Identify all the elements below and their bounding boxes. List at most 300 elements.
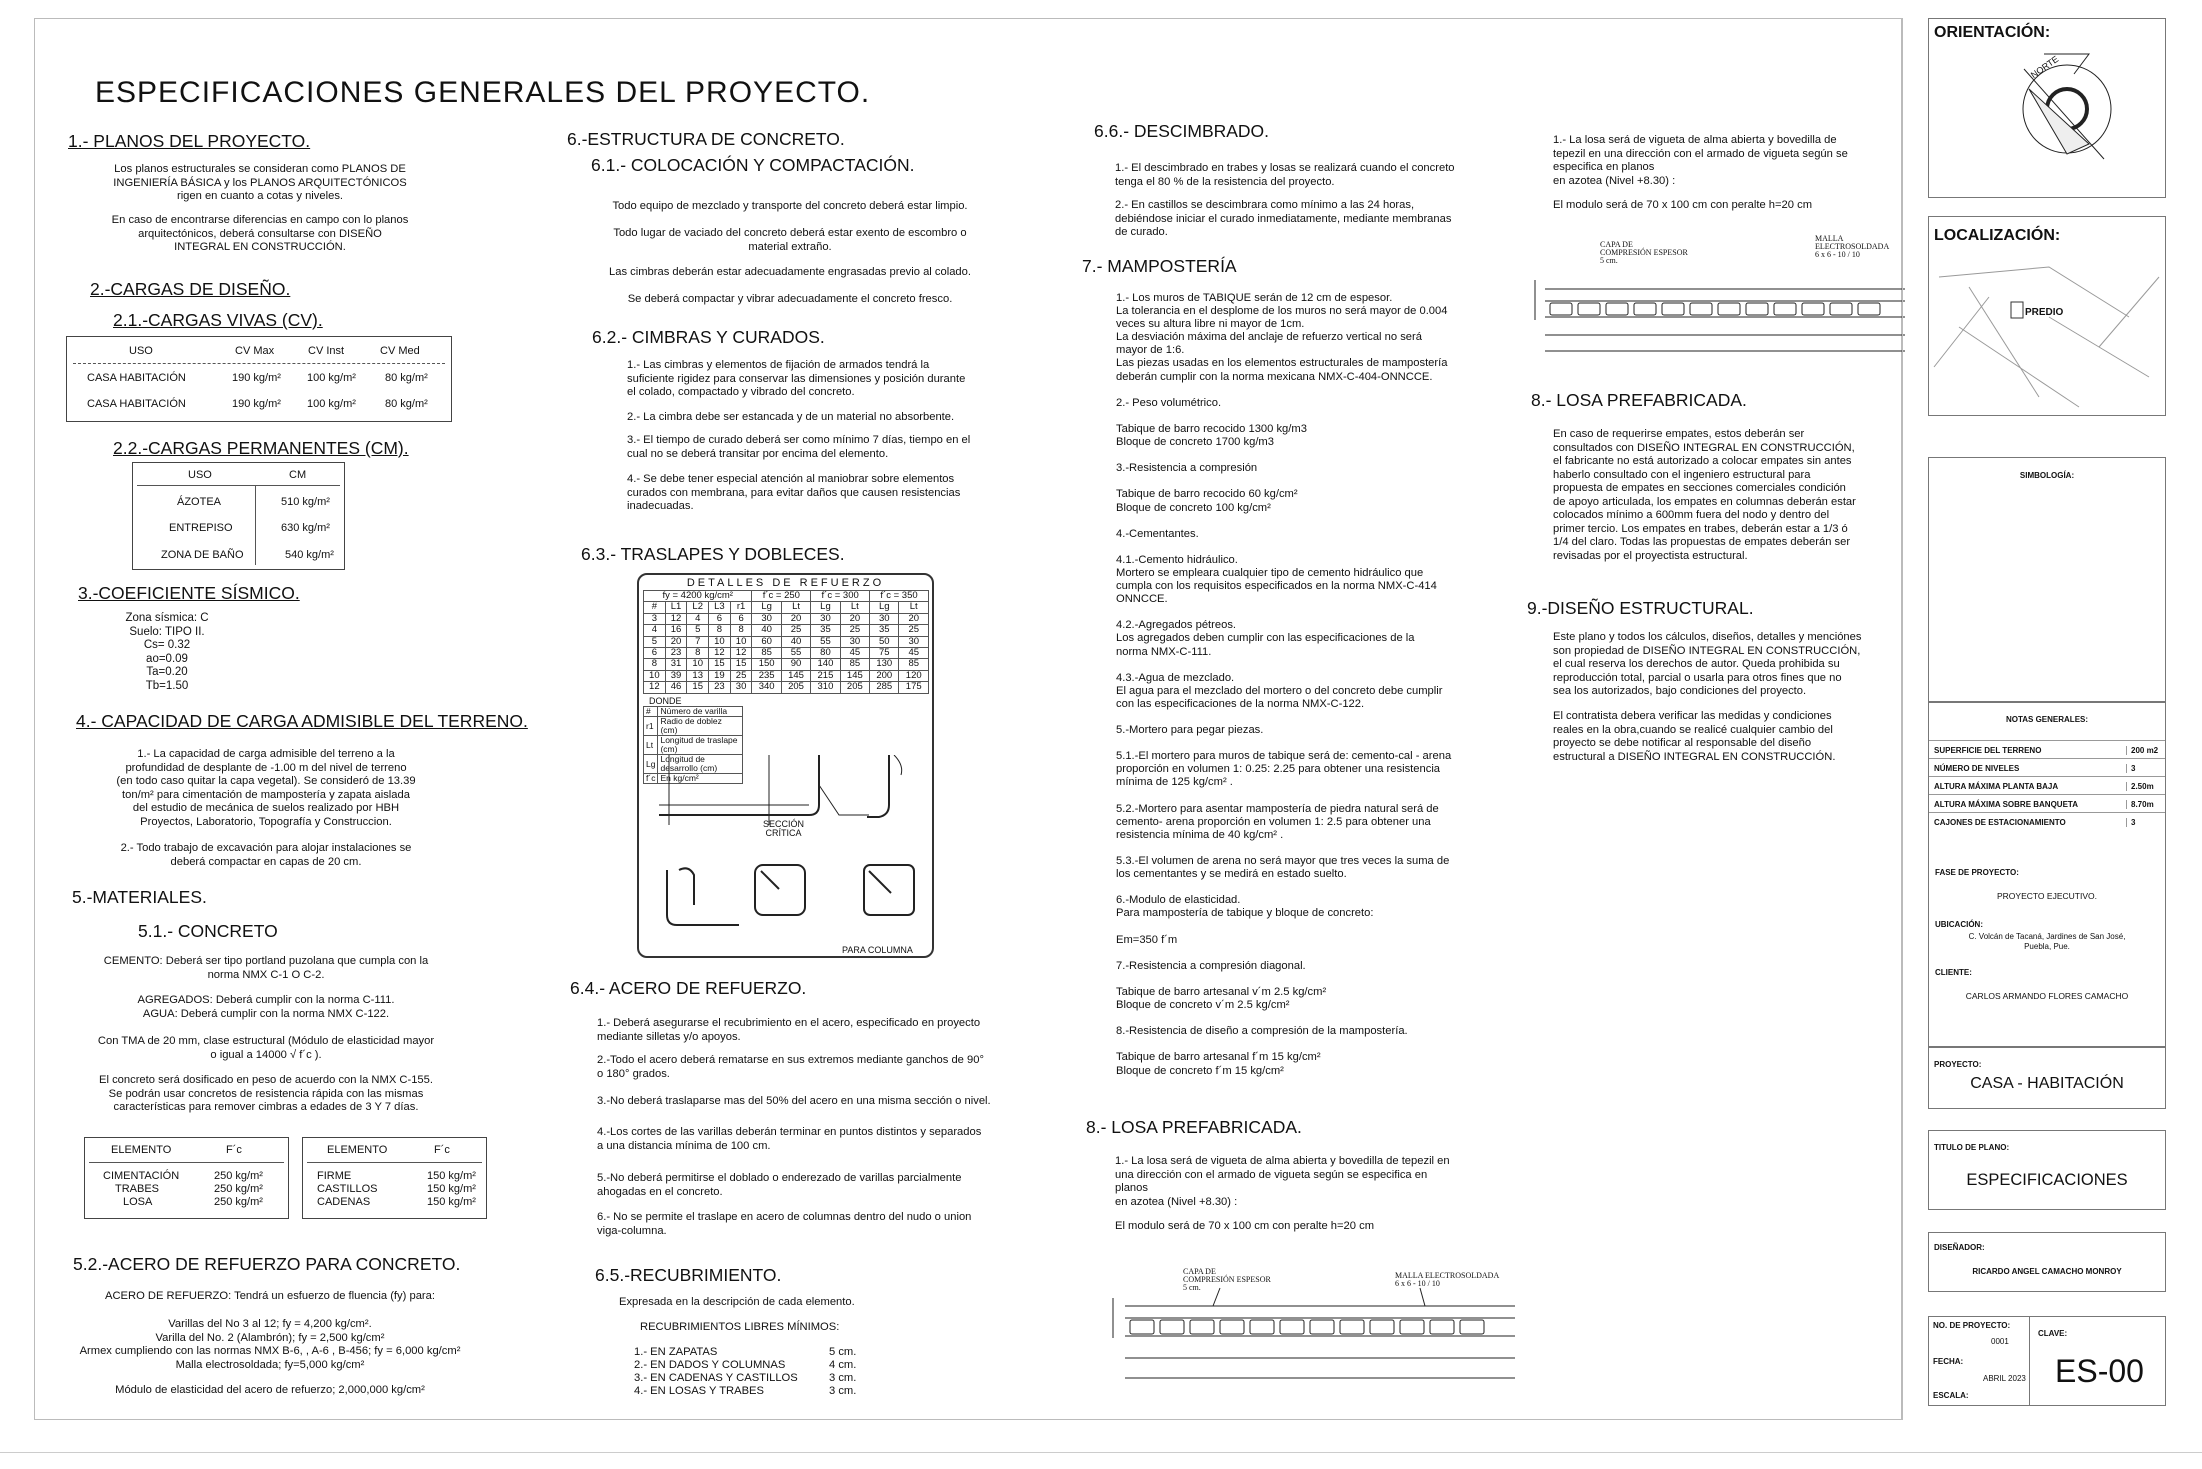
table-cell: 140 xyxy=(811,659,840,670)
table-cell: 6 xyxy=(730,613,752,624)
bovedilla-block xyxy=(1220,1320,1244,1334)
bovedilla-block xyxy=(1830,303,1852,315)
ref-col-header: L1 xyxy=(665,602,687,613)
ref-col-header: Lt xyxy=(781,602,810,613)
table-cell: 12 xyxy=(730,648,752,659)
table-cell: 20 xyxy=(840,613,869,624)
masonry-text: 1.- Los muros de TABIQUE serán de 12 cm de espesor. La tolerancia en el desplome de los muros no será mayor de 0.004 veces su altura libre ni mayor de 1cm. La desviación máxima del anclaje de refuerzo vertical no será mayor de 1:6. Las piezas usadas en los elementos estructurales de mampostería deberán cumplir con la norma mexicana NMX-C-404-ONNCCE. 2.- Peso volumétrico. Tabique de barro recocido 1300 kg/m3 Bloque de concreto 1700 kg/m3 3.-Resistencia a compresión Tabique de barro recocido 60 kg/cm² Bloque de concreto 100 kg/cm² 4.-Cementantes. 4.1.-Cemento hidráulico. Mortero se empleara cualquier tipo de cemento hidráulico que cumpla con los requisitos especificados en la norma NMX-C-414 ONNCCE. 4.2.-Agregados pétreos. Los agregados deben cumplir con las especificaciones de la norma NMX-C-111. 4.3.-Agua de mezclado. El agua para el mezclado del mortero o del concreto debe cumplir con las especificaciones de la norma NMX-C-122. 5.-Mortero para pegar piezas. 5.1.-El mortero para muros de tabique será de: cemento-cal - arena proporción en volumen 1: 0.25: 2.25 para obtener una resistencia mínima de 125 kg/cm² . 5.2.-Mortero para asentar mampostería de piedra natural será de cemento- arena proporción en volumen 1: 2.5 para obtener una resistencia mínima de 40 kg/cm² . 5.3.-El volumen de arena no será mayor que tres veces la suma de los cementantes y se medirá en estado suelto. 6.-Modulo de elasticidad. Para mampostería de tabique y bloque de concreto: Em=350 f´m 7.-Resistencia a compresión diagonal. Tabique de barro artesanal v´m 2.5 kg/cm² Bloque de concreto v´m 2.5 kg/cm² 8.-Resistencia de diseño a compresión de la mampostería. Tabique de barro artesanal f´m 15 kg/cm² Bloque de concreto f´m 15 kg/cm² xyxy=(1116,292,1452,1077)
list-item-label: 2.- EN DADOS Y COLUMNAS xyxy=(634,1359,786,1371)
table-row xyxy=(644,707,743,717)
bovedilla-block xyxy=(1634,303,1656,315)
north-label: NORTE xyxy=(2028,53,2061,81)
table-cell: 12 xyxy=(665,613,687,624)
location-box xyxy=(1928,216,2166,416)
list-item xyxy=(634,1372,864,1385)
table-row xyxy=(644,717,743,736)
project-info-box xyxy=(1928,1316,2166,1406)
rebar-bends-drawing xyxy=(639,755,932,955)
element-table-b xyxy=(302,1137,487,1219)
paragraph: 6.- No se permite el traslape en acero de columnas dentro del nudo o union viga-columna. xyxy=(597,1211,972,1237)
bovedilla-block xyxy=(1370,1320,1394,1334)
table-header: USO xyxy=(188,469,212,481)
table-cell: 250 kg/m² xyxy=(214,1170,263,1182)
table-cell: 75 xyxy=(870,648,899,659)
bovedilla-block xyxy=(1400,1320,1424,1334)
no-proyecto-value: 0001 xyxy=(1991,1337,2009,1346)
bovedilla-block xyxy=(1662,303,1684,315)
table-cell: 30 xyxy=(870,613,899,624)
slab-detail-drawing xyxy=(1525,235,1905,360)
paragraph: Los planos estructurales se consideran como PLANOS DE INGENIERÍA BÁSICA y los PLANOS ARQUITECTÓNICOS rigen en cuanto a cotas y niveles. xyxy=(113,163,407,202)
table-row xyxy=(644,659,929,670)
table-cell: 25 xyxy=(899,625,929,636)
bovedilla-block xyxy=(1280,1320,1304,1334)
paragraph: El modulo será de 70 x 100 cm con peralte h=20 cm xyxy=(1115,1220,1375,1232)
list-item-value: 3 cm. xyxy=(829,1372,857,1384)
table-cell: 150 kg/m² xyxy=(427,1196,476,1208)
table-cell: 12 xyxy=(644,682,666,693)
table-cell: 4 xyxy=(644,625,666,636)
table-cell: 250 kg/m² xyxy=(214,1196,263,1208)
slab-detail-drawing xyxy=(1095,1268,1535,1388)
table-cell: 30 xyxy=(752,613,781,624)
table-row xyxy=(1929,812,2165,830)
reinforcement-detail-box xyxy=(637,573,934,958)
bovedilla-block xyxy=(1690,303,1712,315)
bovedilla-block xyxy=(1430,1320,1454,1334)
section-heading: 6.1.- COLOCACIÓN Y COMPACTACIÓN. xyxy=(591,155,915,175)
table-row xyxy=(644,625,929,636)
table-header: ELEMENTO xyxy=(111,1144,172,1156)
table-cell: 85 xyxy=(752,648,781,659)
table-cell: 510 kg/m² xyxy=(281,496,330,508)
note-label: NÚMERO DE NIVELES xyxy=(1934,764,2020,773)
paragraph: 1.- La losa será de vigueta de alma abierta y bovedilla de tepezil en una dirección con el armado de vigueta según se especifica en planos en azotea (Nivel +8.30) : xyxy=(1115,1155,1450,1208)
table-cell: 100 kg/m² xyxy=(307,372,356,384)
table-row xyxy=(1929,776,2165,794)
paragraph: 5.-No deberá permitirse el doblado o enderezado de varillas parcialmente ahogadas en el concreto. xyxy=(597,1172,962,1198)
table-cell: 23 xyxy=(709,682,731,693)
bovedilla-block xyxy=(1746,303,1768,315)
ref-col-header: Lg xyxy=(811,602,840,613)
table-cell: CADENAS xyxy=(317,1196,371,1208)
ref-col-header: Lt xyxy=(899,602,929,613)
table-cell: ENTREPISO xyxy=(169,522,233,534)
paragraph: Se deberá compactar y vibrar adecuadamente el concreto fresco. xyxy=(627,293,953,305)
section-heading: 8.- LOSA PREFABRICADA. xyxy=(1086,1117,1302,1137)
list-item xyxy=(634,1359,864,1372)
section-heading: 4.- CAPACIDAD DE CARGA ADMISIBLE DEL TERRENO. xyxy=(76,711,528,731)
clave-value: ES-00 xyxy=(2055,1353,2144,1389)
table-cell: # xyxy=(644,707,658,717)
table-cell: 150 xyxy=(752,659,781,670)
bovedilla-block xyxy=(1130,1320,1154,1334)
table-cell: 20 xyxy=(665,636,687,647)
table-cell: 5 xyxy=(687,625,709,636)
table-cell: 150 kg/m² xyxy=(427,1170,476,1182)
table-cell: 175 xyxy=(899,682,929,693)
section-heading: 5.-MATERIALES. xyxy=(72,887,207,907)
divider xyxy=(255,485,256,565)
table-cell: 130 xyxy=(870,659,899,670)
table-cell: 45 xyxy=(840,648,869,659)
bovedilla-block xyxy=(1160,1320,1184,1334)
table-cell: 85 xyxy=(899,659,929,670)
table-cell: 340 xyxy=(752,682,781,693)
predio-label: PREDIO xyxy=(2025,307,2064,318)
table-cell: 30 xyxy=(811,613,840,624)
fecha-label: FECHA: xyxy=(1933,1357,1964,1366)
no-proyecto-label: NO. DE PROYECTO: xyxy=(1933,1321,2011,1330)
table-cell: 85 xyxy=(840,659,869,670)
table-cell: CIMENTACIÓN xyxy=(103,1170,180,1182)
table-cell: 6 xyxy=(709,613,731,624)
table-cell: 285 xyxy=(870,682,899,693)
section-heading: 6.4.- ACERO DE REFUERZO. xyxy=(570,978,807,998)
paragraph: 3.-No deberá traslaparse mas del 50% del acero en una misma sección o nivel. xyxy=(597,1095,991,1107)
paragraph: Módulo de elasticidad del acero de refuerzo; 2,000,000 kg/cm² xyxy=(115,1384,425,1396)
paragraph: Todo equipo de mezclado y transporte del concreto deberá estar limpio. xyxy=(612,200,968,212)
bovedilla-block xyxy=(1550,303,1572,315)
disenador-value: RICARDO ANGEL CAMACHO MONROY xyxy=(1972,1267,2122,1276)
page-title: ESPECIFICACIONES GENERALES DEL PROYECTO. xyxy=(95,76,871,109)
table-cell: Lg xyxy=(644,755,658,774)
table-header: F´c xyxy=(434,1144,450,1156)
section-heading: 2.1.-CARGAS VIVAS (CV). xyxy=(113,310,323,330)
table-cell: 55 xyxy=(811,636,840,647)
bovedilla-block xyxy=(1310,1320,1334,1334)
bovedilla-block xyxy=(1340,1320,1364,1334)
section-heading: 6.5.-RECUBRIMIENTO. xyxy=(595,1265,782,1285)
section-heading: 3.-COEFICIENTE SÍSMICO. xyxy=(78,583,300,603)
paragraph: 1.- Las cimbras y elementos de fijación de armados tendrá la suficiente rigidez para conservar las dimensiones y posición durante el colado, compactado y vibrado del concreto. xyxy=(627,359,966,398)
divider xyxy=(73,363,445,364)
table-cell: 50 xyxy=(870,636,899,647)
paragraph: Las cimbras deberán estar adecuadamente engrasadas previo al colado. xyxy=(609,266,971,278)
note-label: ALTURA MÁXIMA PLANTA BAJA xyxy=(1934,782,2059,791)
paragraph: El concreto será dosificado en peso de acuerdo con la NMX C-155. Se podrán usar concretos de resistencia rápida con las mismas características para remover cimbras a edades de 3 Y 7 días. xyxy=(99,1074,433,1113)
section-heading: 5.1.- CONCRETO xyxy=(138,921,278,941)
table-cell: 30 xyxy=(840,636,869,647)
table-cell: r1 xyxy=(644,717,658,736)
fecha-value: ABRIL 2023 xyxy=(1983,1374,2026,1383)
bovedilla-block xyxy=(1250,1320,1274,1334)
table-cell: 20 xyxy=(899,613,929,624)
table-cell: 80 kg/m² xyxy=(385,372,428,384)
ref-col-header: Lg xyxy=(752,602,781,613)
section-heading: 6.-ESTRUCTURA DE CONCRETO. xyxy=(567,129,845,149)
table-cell: 25 xyxy=(840,625,869,636)
table-cell: Longitud de desarrollo (cm) xyxy=(658,755,743,774)
bottom-line xyxy=(0,1452,2202,1453)
paragraph: 2.-Todo el acero deberá rematarse en sus extremos mediante ganchos de 90° o 180° grados. xyxy=(597,1054,984,1080)
table-cell: 19 xyxy=(709,670,731,681)
titulo-value: ESPECIFICACIONES xyxy=(1966,1171,2128,1189)
fc-header: f´c = 350 xyxy=(870,591,929,602)
table-header: CV Inst xyxy=(308,345,345,357)
fc-header: f´c = 250 xyxy=(752,591,811,602)
designer-box xyxy=(1928,1232,2166,1292)
table-row xyxy=(644,613,929,624)
section-heading: 6.3.- TRASLAPES Y DOBLECES. xyxy=(581,544,845,564)
section-heading: 7.- MAMPOSTERÍA xyxy=(1082,256,1237,276)
table-cell: 190 kg/m² xyxy=(232,372,281,384)
titulo-label: TITULO DE PLANO: xyxy=(1934,1143,2010,1152)
capa-label: CAPA DE COMPRESIÓN ESPESOR 5 cm. xyxy=(1600,240,1688,265)
detail-title: DETALLES DE REFUERZO xyxy=(686,577,885,589)
paragraph: El modulo será de 70 x 100 cm con peralte h=20 cm xyxy=(1553,199,1813,211)
table-row xyxy=(1929,794,2165,812)
table-cell: 145 xyxy=(781,670,810,681)
note-value: 2.50m xyxy=(2126,782,2154,791)
bovedilla-block xyxy=(1802,303,1824,315)
paragraph: 1.- Deberá asegurarse el recubrimiento en el acero, especificado en proyecto mediante silletas y/o apoyos. xyxy=(597,1017,981,1043)
table-cell: 30 xyxy=(899,636,929,647)
notes-label: NOTAS GENERALES: xyxy=(2005,715,2089,724)
malla-label: MALLA ELECTROSOLDADA 6 x 6 - 10 / 10 xyxy=(1395,1271,1500,1288)
bovedilla-block xyxy=(1578,303,1600,315)
table-cell: 8 xyxy=(730,625,752,636)
list-item-label: 1.- EN ZAPATAS xyxy=(634,1346,718,1358)
paragraph: 2.- En castillos se descimbrara como mínimo a las 24 horas, debiéndose iniciar el curado inmediatamente, mediante membranas de curado. xyxy=(1115,199,1452,238)
ref-col-header: L3 xyxy=(709,602,731,613)
list-item xyxy=(634,1346,864,1359)
orientation-box xyxy=(1928,18,2166,198)
table-cell: Lt xyxy=(644,736,658,755)
paragraph: Varillas del No 3 al 12; fy = 4,200 kg/cm². Varilla del No. 2 (Alambrón); fy = 2,500 kg/cm² Armex cumpliendo con las normas NMX B-6, , A-6 , B-456; fy = 6,000 kg/cm² Malla electrosoldada; fy=5,000 kg/cm² xyxy=(79,1318,461,1371)
table-cell: 190 kg/m² xyxy=(232,398,281,410)
table-cell: ZONA DE BAÑO xyxy=(161,549,244,561)
paragraph: En caso de encontrarse diferencias en campo con lo planos arquitectónicos, deberá consultarse con DISEÑO INTEGRAL EN CONSTRUCCIÓN. xyxy=(111,214,409,253)
list-item-label: 3.- EN CADENAS Y CASTILLOS xyxy=(634,1372,798,1384)
table-cell: 23 xyxy=(665,648,687,659)
table-cell: 7 xyxy=(687,636,709,647)
section-heading: 6.2.- CIMBRAS Y CURADOS. xyxy=(592,327,825,347)
table-row xyxy=(644,636,929,647)
fc-header: f´c = 300 xyxy=(811,591,870,602)
table-cell: 13 xyxy=(687,670,709,681)
proyecto-label: PROYECTO: xyxy=(1934,1060,1982,1069)
escala-label: ESCALA: xyxy=(1933,1391,1969,1400)
table-row xyxy=(644,682,929,693)
table-header: F´c xyxy=(226,1144,242,1156)
table-cell: 205 xyxy=(781,682,810,693)
list-item-value: 5 cm. xyxy=(829,1346,857,1358)
divider xyxy=(89,1162,284,1163)
table-cell: CASA HABITACIÓN xyxy=(87,398,186,410)
paragraph: Este plano y todos los cálculos, diseños, detalles y menciónes son propiedad de DISEÑO INTEGRAL EN CONSTRUCCIÓN, el cual reserva los derechos de autor. Queda prohibida su reproducción total, parcial o usarla para otros fines que no sea los autorizados, bajo condiciones del proyecto. xyxy=(1553,631,1862,697)
table-cell: 45 xyxy=(899,648,929,659)
project-box xyxy=(1928,1047,2166,1109)
divider xyxy=(307,1162,482,1163)
table-cell: 120 xyxy=(899,670,929,681)
location-label: LOCALIZACIÓN: xyxy=(1934,227,2061,244)
paragraph: 1.- La losa será de vigueta de alma abierta y bovedilla de tepezil en una dirección con el armado de vigueta según se especifica en planos en azotea (Nivel +8.30) : xyxy=(1553,134,1848,187)
ubicacion-value: C. Volcán de Tacaná, Jardines de San José, Puebla, Pue. xyxy=(1968,932,2126,951)
section-heading: 6.6.- DESCIMBRADO. xyxy=(1094,121,1270,141)
list-item-label: 4.- EN LOSAS Y TRABES xyxy=(634,1385,764,1397)
table-cell: 25 xyxy=(781,625,810,636)
table-cell: 30 xyxy=(730,682,752,693)
fase-label: FASE DE PROYECTO: xyxy=(1935,868,2019,877)
bovedilla-block xyxy=(1718,303,1740,315)
table-cell: 80 xyxy=(811,648,840,659)
table-cell: Longitud de traslape (cm) xyxy=(658,736,743,755)
section-heading: 2.-CARGAS DE DISEÑO. xyxy=(90,279,291,299)
cm-table xyxy=(132,462,345,570)
table-cell: 150 kg/m² xyxy=(427,1183,476,1195)
proyecto-value: CASA - HABITACIÓN xyxy=(1970,1075,2124,1092)
table-cell: 8 xyxy=(687,648,709,659)
table-cell: 3 xyxy=(644,613,666,624)
table-cell: 10 xyxy=(644,670,666,681)
ubicacion-label: UBICACIÓN: xyxy=(1935,920,1983,929)
list-item xyxy=(634,1385,864,1398)
paragraph: Expresada en la descripción de cada elemento. xyxy=(619,1296,855,1308)
paragraph: En caso de requerirse empates, estos deberán ser consultados con DISEÑO INTEGRAL EN CONSTRUCCIÓN, el fabricante no está autorizado a colocar empates sin antes haberlo consultado con el ingeniero estructural para propuesta de empates en secciones comerciales condición de apoyo articulada, los empates en columnas deberán estar colocados mínimo a 600mm fuera del nodo y dentro del primer tercio. Los empates en trabes, deberán estar a 1/3 ó 1/4 del claro. Todas las propuestas de empates deberán ser revisadas por el proyectista estructural. xyxy=(1553,428,1856,562)
malla-label: MALLA ELECTROSOLDADA 6 x 6 - 10 / 10 xyxy=(1815,234,1890,259)
table-cell: 12 xyxy=(709,648,731,659)
paragraph: Con TMA de 20 mm, clase estructural (Módulo de elasticidad mayor o igual a 14000 √ f´c ). xyxy=(97,1035,435,1061)
paragraph: 2.- Todo trabajo de excavación para alojar instalaciones se deberá compactar en capas de 20 cm. xyxy=(120,842,412,868)
table-cell: 15 xyxy=(730,659,752,670)
table-cell: TRABES xyxy=(115,1183,160,1195)
capa-label: CAPA DE COMPRESIÓN ESPESOR 5 cm. xyxy=(1183,1267,1271,1292)
table-cell: 25 xyxy=(730,670,752,681)
table-cell: 10 xyxy=(730,636,752,647)
table-cell: 15 xyxy=(709,659,731,670)
table-cell: 31 xyxy=(665,659,687,670)
section-heading: 1.- PLANOS DEL PROYECTO. xyxy=(68,131,311,151)
cliente-label: CLIENTE: xyxy=(1935,968,1972,977)
table-cell: 8 xyxy=(709,625,731,636)
table-cell: 540 kg/m² xyxy=(285,549,334,561)
section-heading: 2.2.-CARGAS PERMANENTES (CM). xyxy=(113,438,409,458)
cliente-value: CARLOS ARMANDO FLORES CAMACHO xyxy=(1965,991,2129,1001)
table-cell: 16 xyxy=(665,625,687,636)
table-cell: 90 xyxy=(781,659,810,670)
ref-col-header: Lg xyxy=(870,602,899,613)
table-cell: FIRME xyxy=(317,1170,352,1182)
element-table-a xyxy=(84,1137,289,1219)
table-cell: f´c xyxy=(644,774,658,784)
table-header: ELEMENTO xyxy=(327,1144,388,1156)
paragraph: 4.- Se debe tener especial atención al maniobrar sobre elementos curados con membrana, para evitar daños que causen resistencias inadecuadas. xyxy=(627,473,961,512)
bovedilla-block xyxy=(1606,303,1628,315)
north-arrow-icon xyxy=(1929,19,2167,199)
table-header: USO xyxy=(129,345,153,357)
table-cell: Número de varilla xyxy=(658,707,743,717)
recubrimientos-list xyxy=(634,1346,864,1398)
paragraph: 4.-Los cortes de las varillas deberán terminar en puntos distintos y separados a una distancia mínima de 100 cm. xyxy=(597,1126,982,1152)
clave-label: CLAVE: xyxy=(2038,1329,2068,1338)
divider xyxy=(137,485,340,486)
table-cell: 39 xyxy=(665,670,687,681)
table-cell: LOSA xyxy=(123,1196,153,1208)
note-value: 8.70m xyxy=(2126,800,2154,809)
table-cell: 35 xyxy=(870,625,899,636)
disenador-label: DISEÑADOR: xyxy=(1934,1243,1985,1252)
cv-table xyxy=(66,336,452,422)
paragraph: 1.- La capacidad de carga admisible del terreno a la profundidad de desplante de -1.00 m del nivel de terreno (en todo caso quitar la capa vegetal). Se consideró de 13.39 ton/m² para cimentación de mampostería y zapata aislada del estudio de mecánica de suelos realizado por HBH Proyectos, Laboratorio, Topografía y Construccion. xyxy=(116,748,416,828)
table-cell: 10 xyxy=(709,636,731,647)
table-cell: 40 xyxy=(781,636,810,647)
table-row xyxy=(644,736,743,755)
note-label: ALTURA MÁXIMA SOBRE BANQUETA xyxy=(1934,800,2078,809)
reinforcement-table xyxy=(643,590,929,694)
table-cell: Radio de doblez (cm) xyxy=(658,717,743,736)
note-value: 200 m2 xyxy=(2126,746,2158,755)
divider xyxy=(1902,18,1903,1420)
table-row xyxy=(1929,740,2165,758)
plan-title-box xyxy=(1928,1130,2166,1210)
note-value: 3 xyxy=(2126,818,2135,827)
note-value: 3 xyxy=(2126,764,2135,773)
note-label: SUPERFICIE DEL TERRENO xyxy=(1934,746,2042,755)
table-cell: 20 xyxy=(781,613,810,624)
paragraph: AGREGADOS: Deberá cumplir con la norma C-111. AGUA: Deberá cumplir con la norma NMX C-122. xyxy=(137,994,395,1020)
section-heading: 9.-DISEÑO ESTRUCTURAL. xyxy=(1527,598,1754,618)
table-header: CV Med xyxy=(380,345,420,357)
table-cell: 6 xyxy=(644,648,666,659)
table-cell: 5 xyxy=(644,636,666,647)
paragraph: CEMENTO: Deberá ser tipo portland puzolana que cumpla con la norma NMX C-1 O C-2. xyxy=(103,955,429,981)
paragraph: Todo lugar de vaciado del concreto deberá estar exento de escombro o material extraño. xyxy=(613,227,967,253)
paragraph: 1.- El descimbrado en trabes y losas se realizará cuando el concreto tenga el 80 % de la resistencia del proyecto. xyxy=(1115,162,1455,188)
list-item-value: 4 cm. xyxy=(829,1359,857,1371)
para-columna-label: PARA COLUMNA xyxy=(842,945,913,955)
note-label: CAJONES DE ESTACIONAMIENTO xyxy=(1934,818,2066,827)
ref-col-header: r1 xyxy=(730,602,752,613)
list-item-value: 3 cm. xyxy=(829,1385,857,1397)
table-cell: 100 kg/m² xyxy=(307,398,356,410)
seismic-text: Zona sísmica: C Suelo: TIPO II. Cs= 0.32 ao=0.09 Ta=0.20 Tb=1.50 xyxy=(125,612,209,692)
table-cell: 145 xyxy=(840,670,869,681)
ref-col-header: # xyxy=(644,602,666,613)
paragraph: 3.- El tiempo de curado deberá ser como mínimo 7 días, tiempo en el cual no se deberá transitar por encima del elemento. xyxy=(627,434,971,460)
table-row xyxy=(644,648,929,659)
table-cell: 10 xyxy=(687,659,709,670)
table-cell: ÁZOTEA xyxy=(177,496,222,508)
section-heading: 5.2.-ACERO DE REFUERZO PARA CONCRETO. xyxy=(73,1254,461,1274)
table-cell: 215 xyxy=(811,670,840,681)
table-cell: En kg/cm² xyxy=(658,774,743,784)
bovedilla-block xyxy=(1190,1320,1214,1334)
location-map-icon xyxy=(1929,257,2167,415)
table-cell: 60 xyxy=(752,636,781,647)
table-row xyxy=(1929,758,2165,776)
table-cell: 40 xyxy=(752,625,781,636)
symbology-label: SIMBOLOGÍA: xyxy=(2019,471,2075,480)
paragraph: ACERO DE REFUERZO: Tendrá un esfuerzo de fluencia (fy) para: xyxy=(105,1290,435,1302)
table-cell: 250 kg/m² xyxy=(214,1183,263,1195)
table-cell: 35 xyxy=(811,625,840,636)
divider xyxy=(2029,1317,2030,1405)
table-cell: CASTILLOS xyxy=(317,1183,378,1195)
seccion-critica-label: SECCIÓN CRÍTICA xyxy=(763,819,805,838)
table-header: CM xyxy=(289,469,307,481)
donde-label: DONDE xyxy=(649,696,682,706)
general-notes-box xyxy=(1928,702,2166,1047)
table-cell: 200 xyxy=(870,670,899,681)
bovedilla-block xyxy=(1858,303,1880,315)
symbology-box xyxy=(1928,457,2166,702)
table-cell: 235 xyxy=(752,670,781,681)
fase-value: PROYECTO EJECUTIVO. xyxy=(1997,891,2097,901)
table-cell: CASA HABITACIÓN xyxy=(87,372,186,384)
table-cell: 8 xyxy=(644,659,666,670)
ref-col-header: Lt xyxy=(840,602,869,613)
